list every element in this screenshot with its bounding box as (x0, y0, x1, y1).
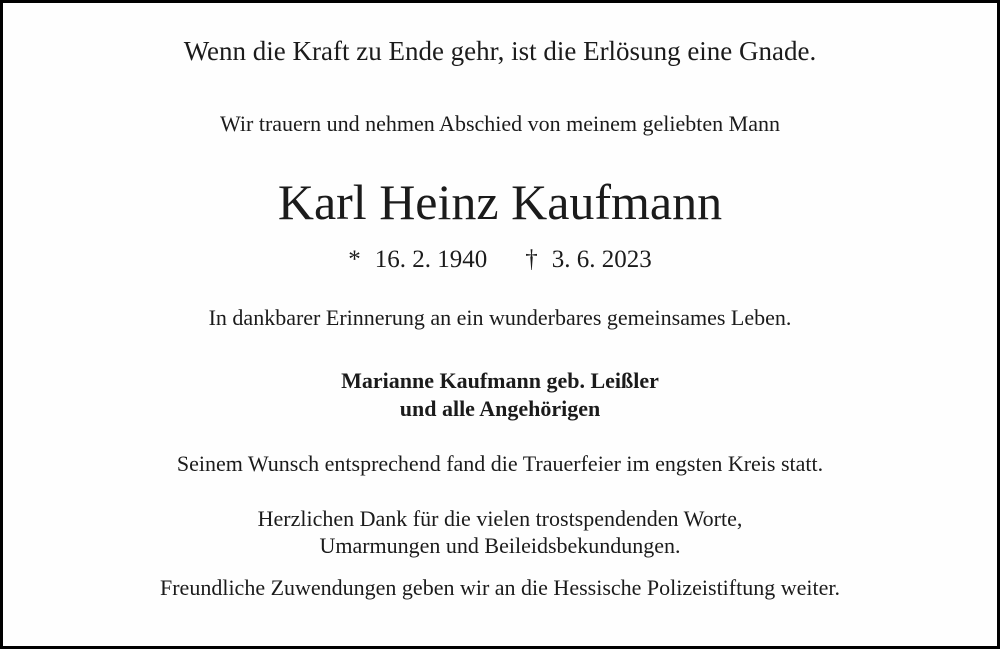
mourner-family: und alle Angehörigen (399, 396, 601, 421)
death-group (525, 245, 652, 275)
birth-date: 16. 2. 1940 (374, 246, 488, 273)
mourner-name: Marianne Kaufmann geb. Leißler (341, 368, 659, 393)
intro-line: Wir trauern und nehmen Abschied von meinem geliebten Mann (220, 111, 780, 136)
birth-star-symbol: * (348, 246, 361, 273)
death-date: 3. 6. 2023 (551, 246, 652, 273)
epigraph: Wenn die Kraft zu Ende gehr, ist die Erlösung eine Gnade. (183, 36, 817, 66)
memory-line: In dankbarer Erinnerung an ein wunderbares gemeinsames Leben. (208, 305, 792, 330)
thanks-block (3, 505, 997, 559)
thanks-line-2: Umarmungen und Beileidsbekundungen. (319, 533, 681, 558)
thanks-line-1: Herzlichen Dank für die vielen trostspendenden Worte, (257, 506, 743, 531)
funeral-note: Seinem Wunsch entsprechend fand die Trauerfeier im engsten Kreis statt. (176, 451, 824, 476)
birth-group (348, 246, 487, 273)
deceased-name: Karl Heinz Kaufmann (277, 174, 723, 230)
death-cross-symbol: † (525, 246, 538, 273)
mourners-block (3, 367, 997, 423)
donation-note: Freundliche Zuwendungen geben wir an die Hessische Polizeistiftung weiter. (160, 575, 840, 600)
life-dates (3, 245, 997, 275)
